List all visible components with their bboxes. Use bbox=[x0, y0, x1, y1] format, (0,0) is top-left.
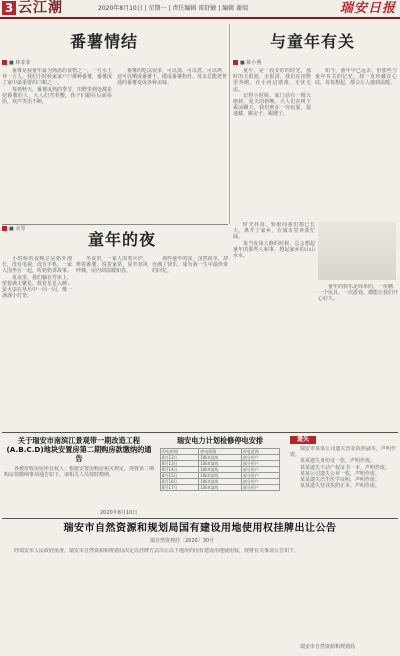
paragraph: 童年的快乐是简单的，一块糖、一个玩具、一次游戏，都能让我们开心好久。 bbox=[318, 284, 398, 303]
table-cell: 部分用户 bbox=[241, 479, 279, 485]
paragraph: 每当夜深人静的时候，总会想起童年的那些人和事，想起家乡的山山水水。 bbox=[233, 240, 315, 260]
article-body-right-col1 bbox=[233, 68, 311, 198]
table-cell: 10kV某线 bbox=[199, 467, 242, 473]
paragraph: 记得小时候，家门前有一棵大榕树，夏天的傍晚，大人们在树下乘凉聊天，我们则在一旁玩耍，捉迷藏、跳房子、踢毽子。 bbox=[233, 92, 311, 118]
table-cell: 8月12日 bbox=[161, 455, 199, 461]
article-body-right-mid-col2 bbox=[318, 284, 398, 428]
paragraph: 经瑞安市人民政府批准，瑞安市自然资源和规划局决定以挂牌方式出让以下地块的国有建设用地使用权，现将有关事项公告如下。 bbox=[14, 548, 300, 554]
land-notice-body bbox=[4, 548, 394, 644]
paragraph: 番薯的吃法很多，可以蒸、可以煮、可以烤，还可以晒成番薯干、做成番薯粉丝。母亲总能把普通的番薯变成各种美味。 bbox=[117, 68, 227, 87]
byline-marker bbox=[2, 60, 7, 65]
article-title-center: 童年的夜 bbox=[88, 230, 157, 249]
byline-marker bbox=[2, 226, 7, 231]
table-header: 停电范围 bbox=[241, 449, 279, 455]
outage-table bbox=[160, 448, 280, 491]
date-line: 2020年8月10日 | 星期一 | 责任编辑 雷舒敏 | 编辑 谢端 bbox=[98, 5, 249, 12]
table-cell: 10kV某线 bbox=[199, 485, 242, 491]
table-cell: 10kV某线 bbox=[199, 455, 242, 461]
article-body-right-mid-col1 bbox=[233, 222, 315, 428]
article-byline-right: ■ 陈小燕 bbox=[240, 60, 262, 66]
notices-divider bbox=[2, 432, 398, 433]
table-cell: 部分用户 bbox=[241, 485, 279, 491]
table-cell: 10kV某线 bbox=[199, 461, 242, 467]
paragraph: 各被征收房屋所有权人：根据安置房购房相关规定，现将第二期购房款缴纳事项通告如下，请相关人员按时缴纳。 bbox=[4, 466, 154, 479]
list-item: 某某遗失身份证一张，声明作废。 bbox=[300, 458, 376, 465]
article-body-center-col1 bbox=[2, 256, 72, 428]
table-row bbox=[161, 485, 280, 491]
list-item: 瑞安市某某公司遗失营业执照副本，声明作废。 bbox=[290, 446, 396, 459]
byline-marker bbox=[233, 60, 238, 65]
land-notice-title: 瑞安市自然资源和规划局国有建设用地使用权挂牌出让公告 bbox=[63, 523, 337, 534]
article-photo bbox=[318, 222, 396, 280]
section-title: 云江潮 bbox=[18, 0, 63, 16]
table-cell: 8月14日 bbox=[161, 467, 199, 473]
newspaper-logo: 瑞安日报 bbox=[339, 1, 396, 16]
article-body-right-col2 bbox=[315, 68, 397, 198]
paragraph: 夏夜里，我们躺在竹床上，望着满天繁星，数着星星入睡；萤火虫在草丛中一闪一闪，像一盏盏小灯笼。 bbox=[2, 274, 72, 300]
list-item: 某某遗失出生医学证明，声明作废。 bbox=[300, 477, 381, 484]
paragraph: 小时候的夜晚总是格外漫长，没有电视，没有手机，一家人围坐在一起，听奶奶讲故事。 bbox=[2, 256, 72, 275]
land-notice-subtitle: 瑞自然资规挂〔2020〕30号 bbox=[150, 538, 215, 544]
notice-title-left: 关于瑞安市南滨江景观带一期改造工程(A.B.C.D)地块安置房第二期购房款缴纳的通告 bbox=[6, 436, 152, 463]
article-body-left-col1 bbox=[2, 68, 112, 188]
column-divider bbox=[229, 24, 230, 224]
paragraph: 冬夜里，一家人围着火炉，烤着番薯，说着家常，屋外寒风呼啸，屋内却温暖如春。 bbox=[76, 256, 148, 275]
table-cell: 10kV某线 bbox=[199, 473, 242, 479]
paragraph: 番薯是我童年最为熟悉的食物之一，一方水土养一方人，我们小时候家家户户都种番薯，番薯成了家中最重要的口粮之一。 bbox=[2, 68, 112, 87]
table-header: 停电时间 bbox=[161, 449, 199, 455]
table-header: 停电线路 bbox=[199, 449, 242, 455]
article-body-left-col2 bbox=[117, 68, 227, 188]
notice-tag: 遗失 bbox=[290, 436, 316, 444]
paragraph: 童年，是一段美好的时光，那时的天很蓝，水很清，我们在田野里奔跑，在小河边嬉戏，无忧无虑。 bbox=[233, 68, 311, 93]
section-divider bbox=[2, 224, 228, 225]
table-cell: 部分用户 bbox=[241, 473, 279, 479]
notice-body-left bbox=[4, 466, 154, 506]
article-body-center-col2 bbox=[76, 256, 148, 428]
table-cell: 部分用户 bbox=[241, 455, 279, 461]
article-title-right: 与童年有关 bbox=[270, 32, 356, 51]
list-item: 某某遗失营业执照正本，声明作废。 bbox=[300, 483, 381, 490]
list-item: 某某公司遗失公章一枚，声明作废。 bbox=[300, 470, 381, 477]
article-title-left: 番薯情结 bbox=[70, 32, 139, 51]
article-body-center-col3 bbox=[152, 256, 228, 428]
notice-title-center: 瑞安电力计划检修停电安排 bbox=[176, 436, 264, 445]
table-cell: 部分用户 bbox=[241, 461, 279, 467]
table-cell: 8月17日 bbox=[161, 485, 199, 491]
notice-body-right bbox=[290, 446, 396, 512]
notice-footer-left: 2020年8月10日 bbox=[100, 510, 138, 516]
paragraph: 那些童年的夜，虽然简单，却充满了快乐，成为我一生中最珍贵的回忆。 bbox=[152, 256, 228, 275]
list-item: 某某遗失不动产权证书一本，声明作废。 bbox=[300, 464, 391, 471]
table-cell: 8月15日 bbox=[161, 473, 199, 479]
bottom-divider bbox=[2, 518, 398, 519]
table-cell: 8月13日 bbox=[161, 461, 199, 467]
table-cell: 部分用户 bbox=[241, 467, 279, 473]
page-number: 3 bbox=[2, 1, 16, 15]
table-cell: 10kV某线 bbox=[199, 479, 242, 485]
table-cell: 8月16日 bbox=[161, 479, 199, 485]
land-notice-footer: 瑞安市自然资源和规划局 bbox=[300, 644, 356, 650]
article-byline-left: ■ 林菲菲 bbox=[9, 60, 31, 66]
paragraph: 如今，童年早已远去，但那些与童年有关的记忆，却一直珍藏在心底，每每想起，都会让人感到温暖。 bbox=[315, 68, 397, 87]
paragraph: 每到秋天，番薯成熟的季节，田野里到处都是挖番薯的人，大人们弯着腰，孩子们跟在后面捡拾，欢声笑语不断。 bbox=[2, 86, 112, 106]
paragraph: 时光荏苒，转眼间我们都已长大，离开了家乡，在城市里奔波忙碌。 bbox=[233, 222, 315, 241]
article-byline-center: ■ 余琴 bbox=[9, 226, 26, 232]
